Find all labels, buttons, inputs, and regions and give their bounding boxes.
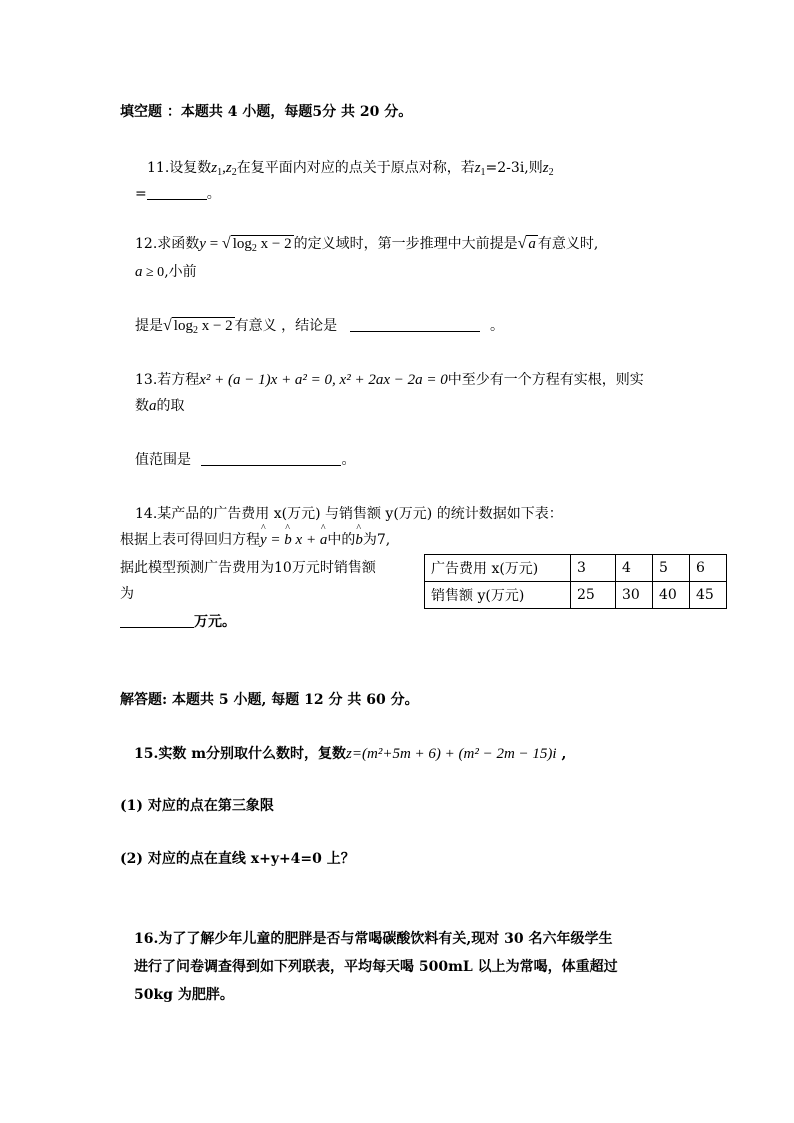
table-row — [425, 582, 727, 609]
q12-sqrt-a: √ a — [517, 235, 536, 252]
q12-minor-premise: √ $\log_2 x - 2$ — [163, 318, 235, 334]
table-cell: 25 — [571, 582, 616, 609]
q11-text-2: 在复平面内对应的点关于原点对称，若 — [236, 160, 475, 176]
question-12-line-3: 提是√ $\log_2 x - 2$ 有意义 ，结论是 。 — [135, 315, 504, 339]
table-cell: 40 — [653, 582, 690, 609]
q13-answer-blank[interactable] — [201, 451, 341, 466]
question-16-line-3: 50kg 为肥胖。 — [134, 987, 234, 1003]
q11-z3: $z_1$ — [474, 160, 486, 178]
question-11 — [147, 157, 554, 178]
table-cell: 30 — [616, 582, 653, 609]
table-cell: 45 — [690, 582, 727, 609]
question-16-line-1: 16.为了了解少年儿童的肥胖是否与常喝碳酸饮料有关,现对 30 名六年级学生 — [134, 931, 613, 947]
table-row — [425, 555, 727, 582]
q15-complex-number: z=(m²+5m + 6) + (m² − 2m − 15)i — [346, 746, 557, 762]
q14-answer-blank[interactable] — [120, 613, 194, 628]
question-13-line-3: 值范围是 。 — [135, 452, 356, 468]
question-11-answer-line: = 。 — [135, 186, 221, 202]
q11-text-1: 11.设复数 — [147, 160, 212, 176]
q12-function: y = √ $\log_2 x - 2$ — [199, 236, 293, 252]
table-cell: 5 — [653, 555, 690, 582]
question-16-line-2: 进行了问卷调查得到如下列联表，平均每天喝 500mL 以上为常喝，体重超过 — [134, 959, 618, 975]
table-cell: 销售额 y(万元) — [425, 582, 571, 609]
q13-equations: x² + (a − 1)x + a² = 0, x² + 2ax − 2a = 0 — [199, 372, 448, 388]
table-cell: 6 — [690, 555, 727, 582]
q14-regression-equation: ^ y = ^ b x + ^ a — [260, 532, 327, 548]
question-12-line-1: 12.求函数y = √ $\log_2 x - 2$ 的定义域时，第一步推理中大前提是√ a 有意义时, — [135, 233, 598, 257]
table-cell: 3 — [571, 555, 616, 582]
question-15-part-2: (2) 对应的点在直线 x+y+4=0 上？ — [120, 851, 355, 867]
table-cell: 广告费用 x(万元) — [425, 555, 571, 582]
question-13-line-2: 数a的取 — [135, 398, 185, 414]
table-cell: 4 — [616, 555, 653, 582]
question-14-line-5: 万元。 — [120, 611, 236, 631]
question-15: 15.实数 m分别取什么数时，复数z=(m²+5m + 6) + (m² − 2m − 15)i , — [134, 746, 567, 762]
q11-answer-blank[interactable] — [147, 185, 207, 200]
question-12-line-2: a ≥ 0,小前 — [135, 264, 197, 280]
question-14-line-3: 据此模型预测广告费用为10万元时销售额 — [120, 560, 376, 576]
question-14-line-1: 14.某产品的广告费用 x(万元) 与销售额 y(万元) 的统计数据如下表： — [135, 506, 563, 522]
q11-text-3: =2-3i,则 — [485, 160, 543, 176]
q12-answer-blank[interactable] — [350, 317, 480, 332]
question-14-line-4: 为 — [120, 586, 134, 602]
q11-z1: $z_1,z_2$ — [211, 160, 237, 178]
q14-data-table — [424, 554, 727, 609]
section-heading-solve: 解答题: 本题共 5 小题, 每题 12 分 共 60 分。 — [120, 692, 419, 708]
question-14-line-2: 根据上表可得回归方程^ y = ^ b x + ^ a中的^ b为7, — [120, 529, 390, 549]
q11-z4: $z_2$ — [542, 160, 554, 178]
question-13-line-1: 13.若方程x² + (a − 1)x + a² = 0, x² + 2ax − 2a = 0中至少有一个方程有实根，则实 — [135, 372, 644, 388]
section-heading-fill-blank: 填空题 ：本题共 4 小题，每题5分 共 20 分。 — [120, 104, 413, 120]
question-15-part-1: (1) 对应的点在第三象限 — [120, 798, 274, 814]
